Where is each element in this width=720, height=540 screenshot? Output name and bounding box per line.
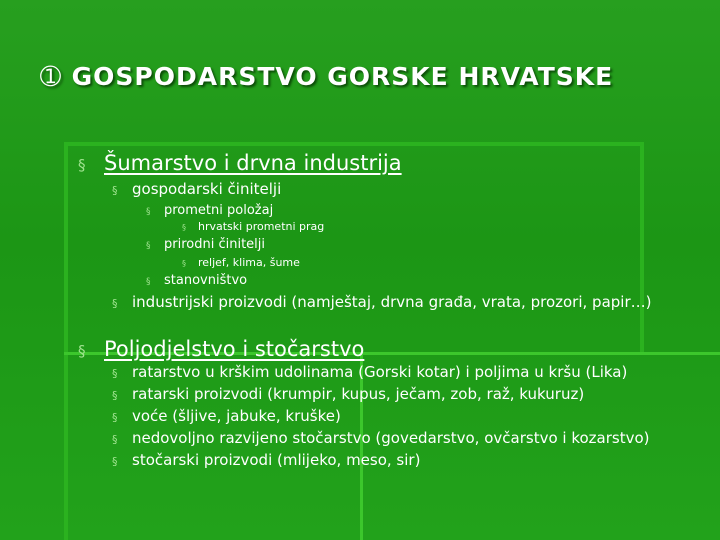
bullet-icon: § [112,411,118,424]
section-heading-text: Poljodjelstvo i stočarstvo [104,337,365,361]
list-item-text: prometni položaj [164,203,274,218]
agriculture-list [112,363,650,473]
list-item-text: ratarstvo u krškim udolinama (Gorski kotar) i poljima u kršu (Lika) [132,363,628,381]
section-heading-text: Šumarstvo i drvna industrija [104,151,402,175]
bullet-icon: § [112,367,118,380]
bullet-icon: § [112,389,118,402]
list-item-population [146,273,247,288]
list-item [112,429,650,451]
bullet-icon: § [112,455,118,468]
bullet-icon: § [146,277,151,287]
list-item-text: ratarski proizvodi (krumpir, kupus, ječam, zob, raž, kukuruz) [132,385,585,403]
bullet-icon: § [182,259,186,268]
bullet-icon: § [146,241,151,251]
list-item-position-detail [182,220,324,233]
list-item-text: industrijski proizvodi (namještaj, drvna građa, vrata, prozori, papir…) [132,293,652,311]
list-item-natural-detail [182,256,300,269]
list-item-text: nedovoljno razvijeno stočarstvo (govedarstvo, ovčarstvo i kozarstvo) [132,429,650,447]
list-item-natural [146,237,265,252]
list-item-factors [112,180,281,198]
decorative-band-top [68,142,640,146]
decorative-band-right [640,142,644,352]
bullet-icon: § [78,342,86,360]
list-item-text: stanovništvo [164,273,248,288]
list-item-text: prirodni činitelji [164,237,265,252]
slide-title: ➀ GOSPODARSTVO GORSKE HRVATSKE [40,62,614,91]
bullet-icon: § [112,184,118,197]
list-item-position [146,203,273,218]
list-item [112,363,650,385]
bullet-icon: § [78,156,86,174]
section-heading-agriculture [78,337,364,361]
decorative-band-left [64,142,68,540]
bullet-icon: § [146,207,151,217]
list-item [112,451,650,473]
list-item-text: reljef, klima, šume [198,256,300,269]
list-item-products [112,293,651,311]
list-item-text: gospodarski činitelji [132,180,282,198]
bullet-icon: § [112,297,118,310]
bullet-icon: § [112,433,118,446]
list-item-text: voće (šljive, jabuke, kruške) [132,407,341,425]
list-item [112,407,650,429]
list-item-text: stočarski proizvodi (mlijeko, meso, sir) [132,451,421,469]
list-item [112,385,650,407]
section-heading-forestry [78,151,402,175]
list-item-text: hrvatski prometni prag [198,220,325,233]
bullet-icon: § [182,223,186,232]
